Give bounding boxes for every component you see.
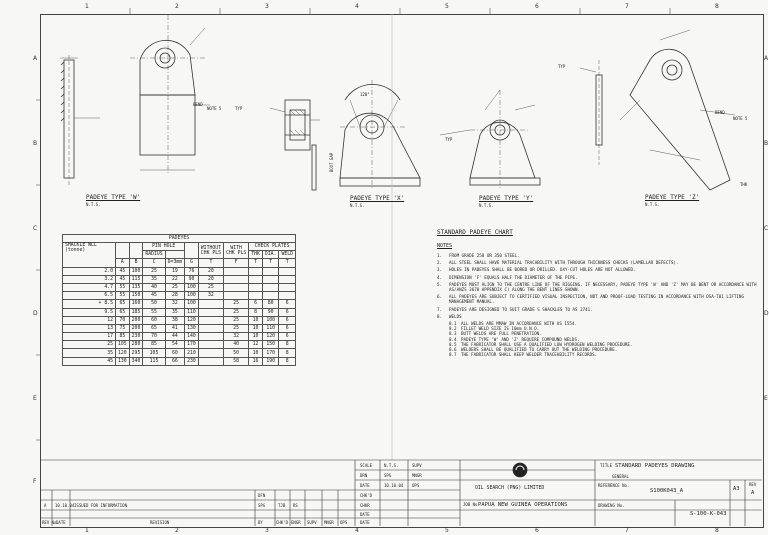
grid-row-a-right: A — [764, 55, 769, 62]
rev-row-app: RS — [293, 503, 298, 508]
reference-label: REFERENCE No. — [598, 483, 630, 488]
view-title-w: PADEYE TYPE 'W' — [86, 194, 141, 201]
table-cell: 120 — [185, 316, 199, 324]
table-cell: 60 — [143, 316, 165, 324]
table-cell: 17 — [63, 333, 116, 341]
table-cell: 6 — [279, 316, 296, 324]
reference-value: S100K043_A — [650, 488, 684, 494]
mngr-label: MNGR — [412, 473, 422, 478]
table-cell: 6 — [279, 324, 296, 332]
note5-label-w: NOTE 5 — [207, 106, 222, 111]
table-cell: 110 — [185, 308, 199, 316]
table-cell: 170 — [185, 341, 199, 349]
table-cell: + 8.5 — [63, 300, 116, 308]
table-cell: 40 — [224, 341, 249, 349]
table-row — [63, 275, 296, 283]
note-number: 7. — [437, 306, 443, 312]
table-cell: 65 — [116, 308, 130, 316]
table-cell: 170 — [262, 349, 279, 357]
table-row — [63, 341, 296, 349]
table-cell: 25 — [165, 283, 184, 291]
table-cell: 210 — [185, 349, 199, 357]
table-row — [63, 316, 296, 324]
table-cell: 90 — [262, 308, 279, 316]
note-item — [437, 307, 757, 312]
table-cell: 4.7 — [63, 283, 116, 291]
table-cell: 90 — [185, 275, 199, 283]
table-cell: 200 — [129, 324, 143, 332]
table-cell: 140 — [185, 333, 199, 341]
weld-note-number: 8.5 — [449, 341, 457, 347]
weld-note-text: FILLET WELD SIZE IS 10mm U.N.O. — [461, 326, 540, 332]
note-item — [437, 294, 757, 304]
rev-header-rev: REV No. — [42, 520, 59, 525]
note-item — [437, 275, 757, 280]
grid-row-a: A — [33, 55, 38, 62]
note-number: 1. — [437, 253, 443, 258]
rev-label: REV — [749, 482, 757, 487]
table-cell: 100 — [185, 300, 199, 308]
table-cell: 340 — [129, 357, 143, 365]
grid-col-7-bottom: 7 — [625, 527, 629, 534]
rev-row-chk: TJB — [278, 503, 286, 508]
table-cell: 6.5 — [63, 292, 116, 300]
table-cell: 80 — [262, 300, 279, 308]
grid-col-8: 8 — [715, 3, 719, 10]
note-text: DIMENSION 'F' EQUALS HALF THE DIAMETER OF THE PIPE. — [449, 274, 578, 280]
note-item — [437, 267, 757, 272]
table-cell: 55 — [143, 308, 165, 316]
grid-row-f: F — [33, 478, 37, 485]
table-cell: 65 — [143, 324, 165, 332]
rev-header-supv: SUPV — [307, 520, 317, 525]
grid-row-c: C — [33, 225, 38, 232]
table-cell: 55 — [116, 292, 130, 300]
table-cell: 110 — [262, 324, 279, 332]
table-cell: 8 — [279, 341, 296, 349]
title-label: TITLE — [600, 463, 613, 468]
table-cell: 25 — [224, 308, 249, 316]
rev-header-mngr: MNGR — [324, 520, 334, 525]
table-cell: 8 — [279, 357, 296, 365]
col-pin-hole: PIN HOLE — [143, 243, 185, 251]
project-name: PAPUA NEW GUINEA OPERATIONS — [478, 502, 568, 508]
table-cell: 32 — [224, 333, 249, 341]
view-title-y: PADEYE TYPE 'Y' — [479, 195, 534, 202]
chart-title: STANDARD PADEYE CHART — [437, 229, 513, 236]
view-title-x: PADEYE TYPE 'X' — [350, 195, 405, 202]
notes-list — [437, 253, 757, 357]
table-cell — [279, 267, 296, 275]
rev-header-chk: CHK'D — [276, 520, 289, 525]
table-cell: 200 — [129, 316, 143, 324]
table-cell: 120 — [116, 349, 130, 357]
grid-col-2: 2 — [175, 3, 179, 10]
table-cell — [198, 357, 223, 365]
table-cell — [198, 316, 223, 324]
view-scale-w: N.T.S. — [86, 202, 101, 207]
weld-note-text: BUTT WELDS ARE FULL PENETRATION. — [461, 331, 542, 337]
padeye-w-side-view — [60, 55, 100, 185]
table-title: PADEYES — [63, 235, 296, 243]
weld-note-number: 8.7 — [449, 352, 457, 358]
grid-row-e-right: E — [764, 395, 768, 402]
drawing-no-value: S-100-K-043 — [690, 511, 727, 517]
job-label: JOB No. — [463, 502, 480, 507]
table-cell: 35 — [143, 275, 165, 283]
table-cell: 19 — [165, 267, 184, 275]
table-cell: 44 — [165, 333, 184, 341]
table-cell: 2.0 — [63, 267, 116, 275]
grid-row-b: B — [33, 140, 38, 147]
table-cell: 50 — [143, 300, 165, 308]
rev-header-desc: REVISION — [150, 520, 170, 525]
table-cell: 25 — [198, 283, 223, 291]
typ-label-z: TYP — [558, 64, 566, 69]
table-cell: 50 — [224, 349, 249, 357]
grid-row-d: D — [33, 310, 38, 317]
scale-label: SCALE — [360, 463, 373, 468]
table-cell — [262, 275, 279, 283]
table-cell — [198, 324, 223, 332]
table-cell — [198, 300, 223, 308]
note-text: PADEYES MUST ALIGN TO THE CENTRE LINE OF THE RIGGING. IF NECESSARY, PADEYE TYPE 'W' AND 'Z' MAY BE BENT OR ACCORDANCE WITH AS/ANZS 3678 APPENDIX C) ALONG THE BENT LINES SHOWN. — [449, 281, 757, 293]
padeye-x-front-view — [340, 80, 420, 190]
note-number: 4. — [437, 274, 443, 280]
weld-note-text: THE FABRICATOR SHALL KEEP WELDER TRACEABILITY RECORDS. — [461, 352, 598, 358]
table-cell: 6 — [279, 308, 296, 316]
view-title-z: PADEYE TYPE 'Z' — [645, 194, 700, 201]
note5-label-z: NOTE 5 — [733, 116, 748, 121]
table-cell: 45 — [143, 292, 165, 300]
col-radius: RADIUS — [143, 251, 165, 259]
drawing-title: STANDARD PADEYES DRAWING — [615, 463, 695, 469]
weld-note-number: 8.6 — [449, 347, 457, 353]
table-cell: 25 — [224, 316, 249, 324]
table-cell: 38 — [165, 316, 184, 324]
grid-row-b-right: B — [764, 140, 769, 147]
table-cell: 32 — [165, 300, 184, 308]
table-cell: 25 — [143, 267, 165, 275]
general-label: GENERAL — [612, 474, 629, 479]
rev-value: A — [751, 490, 755, 496]
note-item — [437, 314, 757, 319]
table-cell — [224, 267, 249, 275]
table-cell: 6 — [279, 333, 296, 341]
padeye-w-front-view — [130, 15, 210, 175]
table-cell: 70 — [116, 316, 130, 324]
date2-label: DATE — [360, 512, 370, 517]
table-cell: 230 — [129, 333, 143, 341]
table-cell — [198, 349, 223, 357]
weld-note-text: THE FABRICATOR SHALL USE A QUALIFIED LOW HYDROGEN WELDING PROCEDURE. — [461, 341, 633, 347]
table-cell — [224, 283, 249, 291]
grid-col-4: 4 — [355, 3, 359, 10]
table-row — [63, 308, 296, 316]
table-row — [63, 349, 296, 357]
rev-header-by: BY — [258, 520, 263, 525]
table-cell: 20 — [198, 275, 223, 283]
padeye-table: PADEYES SHACKLE WLL (tonne) PIN HOLE WITHOUT CHK PLS WITH CHK PLS CHECK PLATES RADIUS THK DIA. WELD A B C D=3mm G T F T T T 2.0 45 100 25 19 76 20 3.2 45 115 35 22 90 20 4.7 55 135 40 25 100 25 6.5 55 150 45 28 100 32 + 8.5 65 160 50 32 100 25 6 80 6 9.5 65 185 55 35 110 25 8 90 6 12 70 200 60 38 120 25 10 100 6 13 75 200 65 41 130 25 10 110 6 17 85 230 70 44 140 32 10 120 6 25 105 280 85 54 170 40 12 150 8 35 120 295 105 60 210 50 10 170 8 45 130 340 115 66 230 58 16 190 8 — [62, 234, 296, 366]
padeye-x-side-view — [270, 100, 320, 190]
table-cell — [198, 333, 223, 341]
table-row — [63, 333, 296, 341]
table-cell: 60 — [165, 349, 184, 357]
rev-header-date: DATE — [56, 520, 66, 525]
table-cell — [249, 275, 263, 283]
grid-col-1: 1 — [85, 3, 89, 10]
table-cell: 45 — [116, 267, 130, 275]
note-number: 6. — [437, 294, 443, 300]
table-row — [63, 300, 296, 308]
table-cell: 190 — [262, 357, 279, 365]
sheet-size: A3 — [733, 486, 740, 492]
col-with: WITH CHK PLS — [224, 243, 249, 259]
weld-note-text: WELDERS SHALL BE QUALIFIED TO CARRY OUT THE WELDING PROCEDURE. — [461, 347, 618, 353]
table-cell: 100 — [185, 283, 199, 291]
grid-ticks — [36, 8, 670, 440]
note-item — [437, 282, 757, 292]
table-cell: 12 — [63, 316, 116, 324]
grid-col-3-bottom: 3 — [265, 527, 269, 534]
rev-header-ops: OPS — [340, 520, 348, 525]
drawing-no-label: DRAWING No. — [598, 503, 625, 508]
padeye-z-side-view — [580, 60, 602, 165]
note-number: 3. — [437, 267, 443, 273]
table-cell — [279, 275, 296, 283]
table-row — [63, 324, 296, 332]
table-cell: 22 — [165, 275, 184, 283]
bend-label-z: BEND — [715, 110, 725, 115]
table-cell: 100 — [262, 316, 279, 324]
table-cell: 9.5 — [63, 308, 116, 316]
table-cell — [262, 283, 279, 291]
rev-row-desc: ISSUED FOR INFORMATION — [74, 503, 127, 508]
note-number: 5. — [437, 281, 443, 287]
table-cell: 85 — [143, 341, 165, 349]
col-weld: WELD — [279, 251, 296, 259]
grid-col-5: 5 — [445, 3, 449, 10]
table-cell: 25 — [224, 324, 249, 332]
table-cell: 45 — [116, 275, 130, 283]
date-value: 10.10.04 — [384, 483, 404, 488]
note-text: ALL PADEYES ARE SUBJECT TO CERTIFIED VISUAL INSPECTION, NDT AND PROOF-LOAD TESTING IN ACCORDANCE WITH OSA-T01 LIFTING MANAGEMENT MANUAL. — [449, 294, 744, 305]
notes-panel — [437, 229, 757, 357]
table-cell: 135 — [129, 283, 143, 291]
grid-col-4-bottom: 4 — [355, 527, 359, 534]
note-text: PADEYES ARE DESIGNED TO SUIT GRADE S SHACKLES TO AS 2741. — [449, 306, 593, 312]
weld-note-number: 8.2 — [449, 326, 457, 332]
col-thk: THK — [249, 251, 263, 259]
col-without: WITHOUT CHK PLS — [198, 243, 223, 259]
table-cell: 10 — [249, 324, 263, 332]
table-cell: 41 — [165, 324, 184, 332]
padeye-y-front-view — [440, 90, 540, 190]
col-dia: DIA. — [262, 251, 279, 259]
weld-note-number: 8.3 — [449, 331, 457, 337]
ops-label: OPS — [412, 483, 420, 488]
table-row — [63, 357, 296, 365]
table-cell: 130 — [185, 324, 199, 332]
table-row — [63, 283, 296, 291]
grid-col-2-bottom: 2 — [175, 527, 179, 534]
table-cell: 280 — [129, 341, 143, 349]
date-label: DATE — [360, 483, 370, 488]
supv-label: SUPV — [412, 463, 422, 468]
table-cell: 105 — [116, 341, 130, 349]
table-cell: 66 — [165, 357, 184, 365]
table-cell: 150 — [262, 341, 279, 349]
table-cell — [224, 292, 249, 300]
weld-note-number: 8.4 — [449, 336, 457, 342]
view-scale-x: N.T.S. — [350, 203, 365, 208]
weld-note-text: ALL WELDS ARE MMAW IN ACCORDANCE WITH AS 1554. — [461, 321, 577, 327]
table-row — [63, 267, 296, 275]
table-cell: 45 — [63, 357, 116, 365]
rev-row-date: 10.10.04 — [55, 503, 75, 508]
chkr-label: CHKR — [360, 503, 370, 508]
notes-heading: NOTES — [437, 243, 453, 249]
table-cell: 6 — [279, 300, 296, 308]
table-cell: 54 — [165, 341, 184, 349]
table-cell: 130 — [116, 357, 130, 365]
view-scale-y: N.T.S. — [479, 203, 494, 208]
table-body — [63, 267, 296, 365]
weld-note-item — [437, 352, 757, 357]
note-text: WELDS — [449, 313, 462, 319]
grid-col-3: 3 — [265, 3, 269, 10]
scale-value: N.T.S. — [384, 463, 399, 468]
grid-col-6-bottom: 6 — [535, 527, 539, 534]
table-cell: 25 — [224, 300, 249, 308]
table-cell: 10 — [249, 333, 263, 341]
table-cell: 115 — [143, 357, 165, 365]
table-cell: 55 — [116, 283, 130, 291]
table-cell: 28 — [165, 292, 184, 300]
grid-row-e: E — [33, 395, 37, 402]
grid-col-5-bottom: 5 — [445, 527, 449, 534]
table-cell — [198, 308, 223, 316]
table-cell: 65 — [116, 300, 130, 308]
table-cell: 40 — [143, 283, 165, 291]
typ-label-x: TYP — [445, 137, 453, 142]
oil-search-logo — [513, 463, 527, 477]
table-cell: 150 — [129, 292, 143, 300]
grid-col-1-bottom: 1 — [85, 527, 89, 534]
table-cell: 6 — [249, 300, 263, 308]
note-number: 2. — [437, 260, 443, 266]
table-cell: 35 — [165, 308, 184, 316]
weld-note-number: 8.1 — [449, 321, 457, 327]
table-cell: 75 — [116, 324, 130, 332]
typ-label-w: TYP — [235, 106, 243, 111]
table-cell: 70 — [143, 333, 165, 341]
table-cell: 8 — [249, 308, 263, 316]
rev-row-dfn: SPG — [258, 503, 266, 508]
table-cell — [249, 283, 263, 291]
table-cell: 8 — [279, 349, 296, 357]
weld-note-text: PADEYE TYPE 'W' AND 'Z' REQUIRE COMPOUND WELDS. — [461, 336, 580, 342]
bend-label-w: BEND — [193, 102, 203, 107]
rev-row-rev: A — [44, 503, 47, 508]
chkd-label: CHK'D — [360, 493, 373, 498]
col-check-plates: CHECK PLATES — [249, 243, 296, 251]
table-cell: 295 — [129, 349, 143, 357]
table-cell: 10 — [249, 349, 263, 357]
rev-header-engr: ENGR — [291, 520, 301, 525]
grid-row-c-right: C — [764, 225, 769, 232]
table-cell — [279, 292, 296, 300]
table-cell: 13 — [63, 324, 116, 332]
note-text: ALL STEEL SHALL HAVE MATERIAL TRACABILITY WITH THROUGH THICKNESS CHECKS (LAMELLAR DEFECTS). — [449, 260, 679, 266]
table-cell: 3.2 — [63, 275, 116, 283]
table-cell — [224, 275, 249, 283]
table-cell: 25 — [63, 341, 116, 349]
col-shackle: SHACKLE WLL (tonne) — [63, 243, 116, 268]
table-cell: 16 — [249, 357, 263, 365]
table-cell: 100 — [185, 292, 199, 300]
table-cell: 185 — [129, 308, 143, 316]
table-cell — [262, 267, 279, 275]
note-item — [437, 253, 757, 258]
table-cell: 10 — [249, 316, 263, 324]
note-number: 8. — [437, 313, 443, 319]
table-cell: 160 — [129, 300, 143, 308]
table-cell — [249, 267, 263, 275]
table-cell: 120 — [262, 333, 279, 341]
grid-col-8-bottom: 8 — [715, 527, 719, 534]
table-cell: 100 — [129, 267, 143, 275]
note-item — [437, 260, 757, 265]
table-cell — [198, 341, 223, 349]
table-cell — [249, 292, 263, 300]
dfn-label: DFN — [258, 493, 266, 498]
angle-120-label: 120° — [360, 92, 370, 97]
table-cell: 32 — [198, 292, 223, 300]
table-row — [63, 292, 296, 300]
view-scale-z: N.T.S. — [645, 202, 660, 207]
table-cell: 76 — [185, 267, 199, 275]
table-cell — [279, 283, 296, 291]
note-text: HOLES IN PADEYES SHALL BE BORED OR DRILLED. OXY-CUT HOLES ARE NOT ALLOWED. — [449, 267, 636, 273]
table-cell — [262, 292, 279, 300]
table-cell: 12 — [249, 341, 263, 349]
company-name: OIL SEARCH (PNG) LIMITED — [475, 486, 545, 491]
drn-label: DRN — [360, 473, 368, 478]
drn-value: SPG — [384, 473, 392, 478]
grid-col-6: 6 — [535, 3, 539, 10]
note-text: FROM GRADE 250 OR 350 STEEL. — [449, 253, 520, 258]
table-cell: 35 — [63, 349, 116, 357]
table-cell: 115 — [129, 275, 143, 283]
table-cell: 105 — [143, 349, 165, 357]
thk-label: THK — [740, 182, 748, 187]
grid-col-7: 7 — [625, 3, 629, 10]
table-cell: 85 — [116, 333, 130, 341]
rev-header-date2: DATE — [360, 520, 370, 525]
table-cell: 58 — [224, 357, 249, 365]
boot-gap-label: BOOT GAP — [329, 152, 335, 173]
table-cell: 20 — [198, 267, 223, 275]
table-cell: 230 — [185, 357, 199, 365]
grid-row-d-right: D — [764, 310, 769, 317]
